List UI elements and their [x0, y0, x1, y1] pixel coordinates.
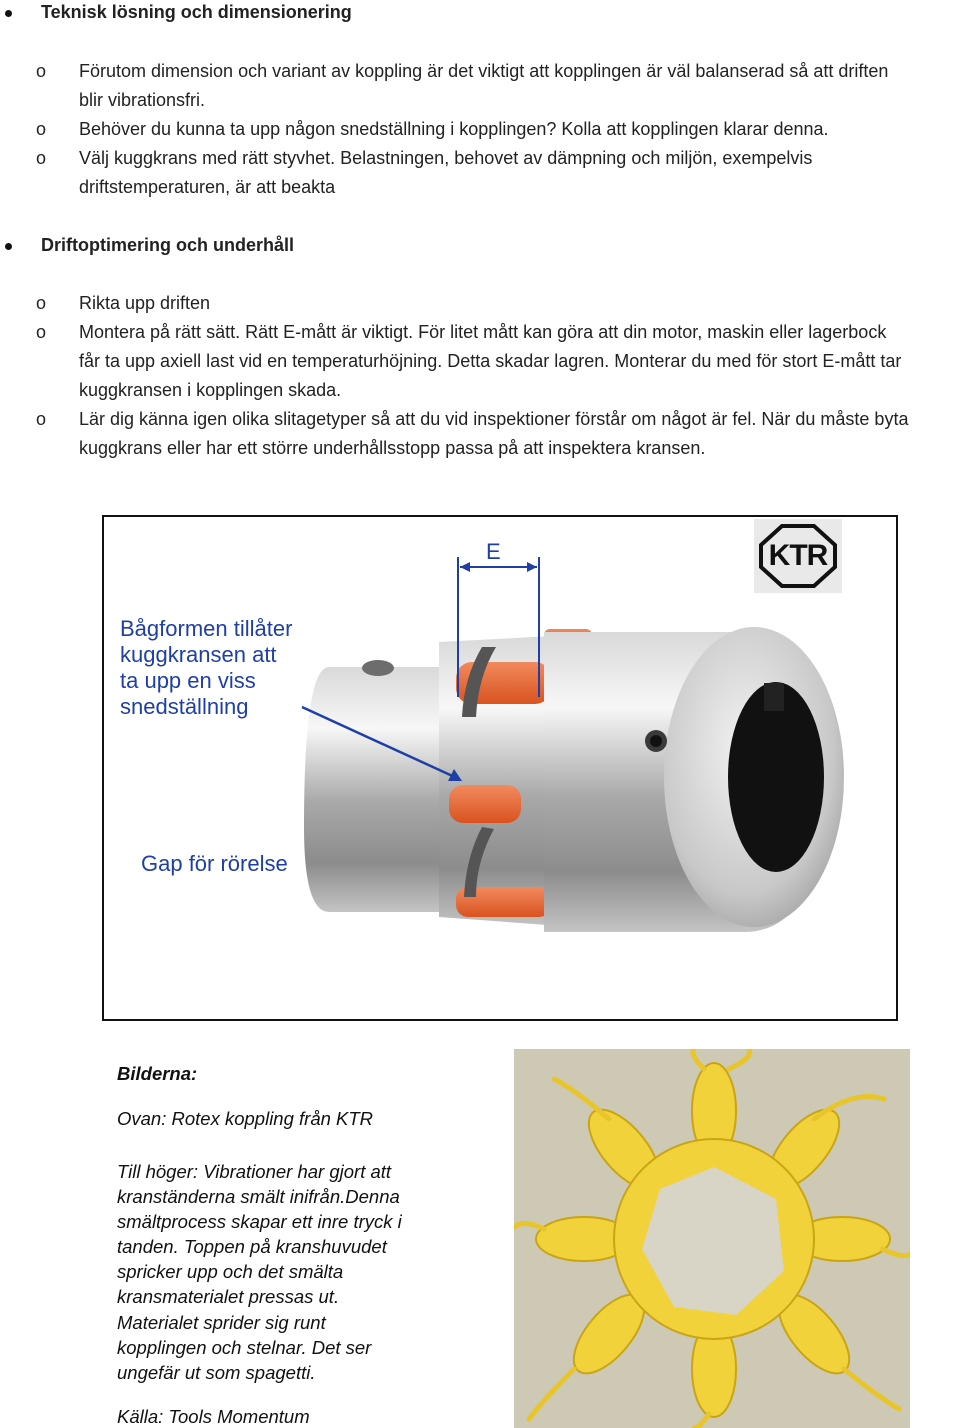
melted-spider-photo: [514, 1049, 910, 1428]
bullet-icon: [5, 243, 12, 250]
caption-above: Ovan: Rotex koppling från KTR: [117, 1108, 374, 1129]
left-hub: [304, 667, 449, 912]
circle-bullet-icon: o: [36, 322, 47, 342]
spider-tooth: [449, 785, 521, 823]
coupling-figure: [102, 515, 898, 1021]
ktr-logo: KTR: [754, 519, 842, 593]
caption-source: Källa: Tools Momentum: [117, 1406, 310, 1427]
gap-label: Gap för rörelse: [141, 851, 288, 876]
circle-bullet-icon: o: [36, 119, 47, 139]
circle-bullet-icon: o: [36, 61, 47, 81]
bullet-icon: [5, 10, 12, 17]
annotation-text: Bågformen tillåter kuggkransen att ta upp en viss snedställning: [120, 616, 293, 719]
melted-spider-illustration: [514, 1049, 910, 1428]
dimension-label: E: [486, 539, 501, 564]
caption-right: Till höger: Vibrationer har gjort att kranständerna smält inifrån.Denna smältprocess skapar ett inre tryck i tanden. Toppen på kranshuvudet spricker upp och det smälta kransmaterialet pressas ut. Materialet sprider sig runt kopplingen och stelnar. Det ser ungefär ut som spagetti.: [117, 1161, 402, 1383]
circle-bullet-icon: o: [36, 293, 47, 313]
circle-bullet-icon: o: [36, 148, 47, 168]
circle-bullet-icon: o: [36, 409, 47, 429]
captions-title: Bilderna:: [117, 1063, 198, 1084]
